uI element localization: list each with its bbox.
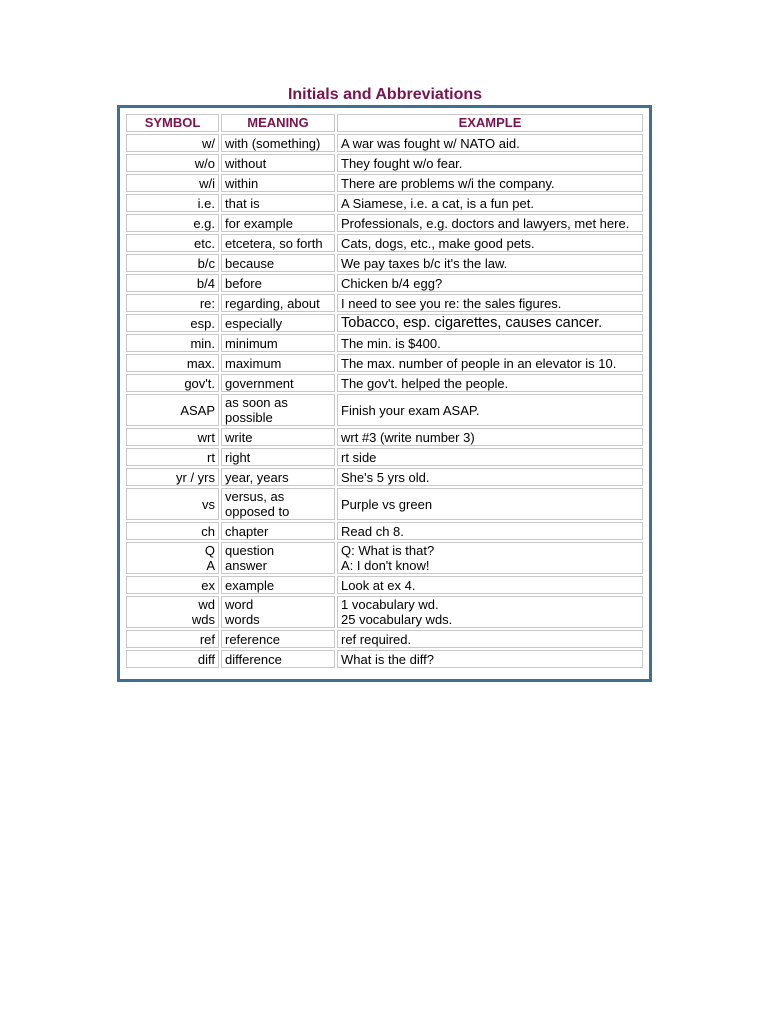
example-cell: A war was fought w/ NATO aid. — [337, 134, 643, 152]
symbol-cell: etc. — [126, 234, 219, 252]
table-row — [126, 334, 643, 352]
example-cell: 1 vocabulary wd. 25 vocabulary wds. — [337, 596, 643, 628]
meaning-cell: question answer — [221, 542, 335, 574]
example-cell: She's 5 yrs old. — [337, 468, 643, 486]
symbol-cell: min. — [126, 334, 219, 352]
example-cell: The gov't. helped the people. — [337, 374, 643, 392]
meaning-cell: government — [221, 374, 335, 392]
meaning-cell: etcetera, so forth — [221, 234, 335, 252]
meaning-cell: minimum — [221, 334, 335, 352]
meaning-cell: that is — [221, 194, 335, 212]
example-cell: What is the diff? — [337, 650, 643, 668]
table-row — [126, 576, 643, 594]
table-row — [126, 596, 643, 628]
meaning-cell: write — [221, 428, 335, 446]
symbol-cell: max. — [126, 354, 219, 372]
table-row — [126, 448, 643, 466]
table-row — [126, 488, 643, 520]
meaning-cell: versus, as opposed to — [221, 488, 335, 520]
table-row — [126, 522, 643, 540]
meaning-cell: within — [221, 174, 335, 192]
symbol-cell: wd wds — [126, 596, 219, 628]
example-cell: rt side — [337, 448, 643, 466]
symbol-cell: esp. — [126, 314, 219, 332]
example-cell: Professionals, e.g. doctors and lawyers, met here. — [337, 214, 643, 232]
symbol-cell: i.e. — [126, 194, 219, 212]
table-row — [126, 374, 643, 392]
symbol-cell: w/o — [126, 154, 219, 172]
meaning-cell: difference — [221, 650, 335, 668]
table-row — [126, 542, 643, 574]
table-row — [126, 354, 643, 372]
table-row — [126, 194, 643, 212]
meaning-cell: for example — [221, 214, 335, 232]
meaning-cell: before — [221, 274, 335, 292]
header-meaning: MEANING — [221, 114, 335, 132]
meaning-cell: example — [221, 576, 335, 594]
page-title: Initials and Abbreviations — [287, 86, 483, 103]
table-row — [126, 174, 643, 192]
meaning-cell: without — [221, 154, 335, 172]
example-cell: Cats, dogs, etc., make good pets. — [337, 234, 643, 252]
symbol-cell: diff — [126, 650, 219, 668]
meaning-cell: right — [221, 448, 335, 466]
symbol-cell: gov't. — [126, 374, 219, 392]
example-cell: We pay taxes b/c it's the law. — [337, 254, 643, 272]
meaning-cell: regarding, about — [221, 294, 335, 312]
symbol-cell: yr / yrs — [126, 468, 219, 486]
example-cell: Tobacco, esp. cigarettes, causes cancer. — [337, 314, 643, 332]
table-row — [126, 154, 643, 172]
table-row — [126, 134, 643, 152]
example-cell: Chicken b/4 egg? — [337, 274, 643, 292]
symbol-cell: ref — [126, 630, 219, 648]
meaning-cell: chapter — [221, 522, 335, 540]
header-row — [126, 114, 643, 132]
symbol-cell: wrt — [126, 428, 219, 446]
meaning-cell: maximum — [221, 354, 335, 372]
meaning-cell: especially — [221, 314, 335, 332]
meaning-cell: year, years — [221, 468, 335, 486]
symbol-cell: b/c — [126, 254, 219, 272]
example-cell: Finish your exam ASAP. — [337, 394, 643, 426]
table-row — [126, 314, 643, 332]
example-cell: Purple vs green — [337, 488, 643, 520]
symbol-cell: w/ — [126, 134, 219, 152]
example-cell: The max. number of people in an elevator is 10. — [337, 354, 643, 372]
symbol-cell: e.g. — [126, 214, 219, 232]
example-cell: There are problems w/i the company. — [337, 174, 643, 192]
example-cell: The min. is $400. — [337, 334, 643, 352]
table-row — [126, 428, 643, 446]
table-row — [126, 234, 643, 252]
example-cell: Look at ex 4. — [337, 576, 643, 594]
meaning-cell: because — [221, 254, 335, 272]
header-example: EXAMPLE — [337, 114, 643, 132]
symbol-cell: vs — [126, 488, 219, 520]
example-cell: Read ch 8. — [337, 522, 643, 540]
table-row — [126, 214, 643, 232]
symbol-cell: b/4 — [126, 274, 219, 292]
abbreviations-table — [124, 112, 645, 670]
example-cell: A Siamese, i.e. a cat, is a fun pet. — [337, 194, 643, 212]
meaning-cell: as soon as possible — [221, 394, 335, 426]
symbol-cell: ch — [126, 522, 219, 540]
example-cell: I need to see you re: the sales figures. — [337, 294, 643, 312]
table-row — [126, 650, 643, 668]
symbol-cell: ex — [126, 576, 219, 594]
example-cell: Q: What is that? A: I don't know! — [337, 542, 643, 574]
table-row — [126, 254, 643, 272]
header-symbol: SYMBOL — [126, 114, 219, 132]
meaning-cell: with (something) — [221, 134, 335, 152]
table-row — [126, 274, 643, 292]
abbreviations-table-frame — [117, 105, 652, 682]
symbol-cell: ASAP — [126, 394, 219, 426]
example-cell: wrt #3 (write number 3) — [337, 428, 643, 446]
symbol-cell: w/i — [126, 174, 219, 192]
table-row — [126, 468, 643, 486]
table-row — [126, 394, 643, 426]
symbol-cell: Q A — [126, 542, 219, 574]
symbol-cell: re: — [126, 294, 219, 312]
meaning-cell: reference — [221, 630, 335, 648]
example-cell: They fought w/o fear. — [337, 154, 643, 172]
symbol-cell: rt — [126, 448, 219, 466]
table-row — [126, 630, 643, 648]
table-row — [126, 294, 643, 312]
meaning-cell: word words — [221, 596, 335, 628]
example-cell: ref required. — [337, 630, 643, 648]
